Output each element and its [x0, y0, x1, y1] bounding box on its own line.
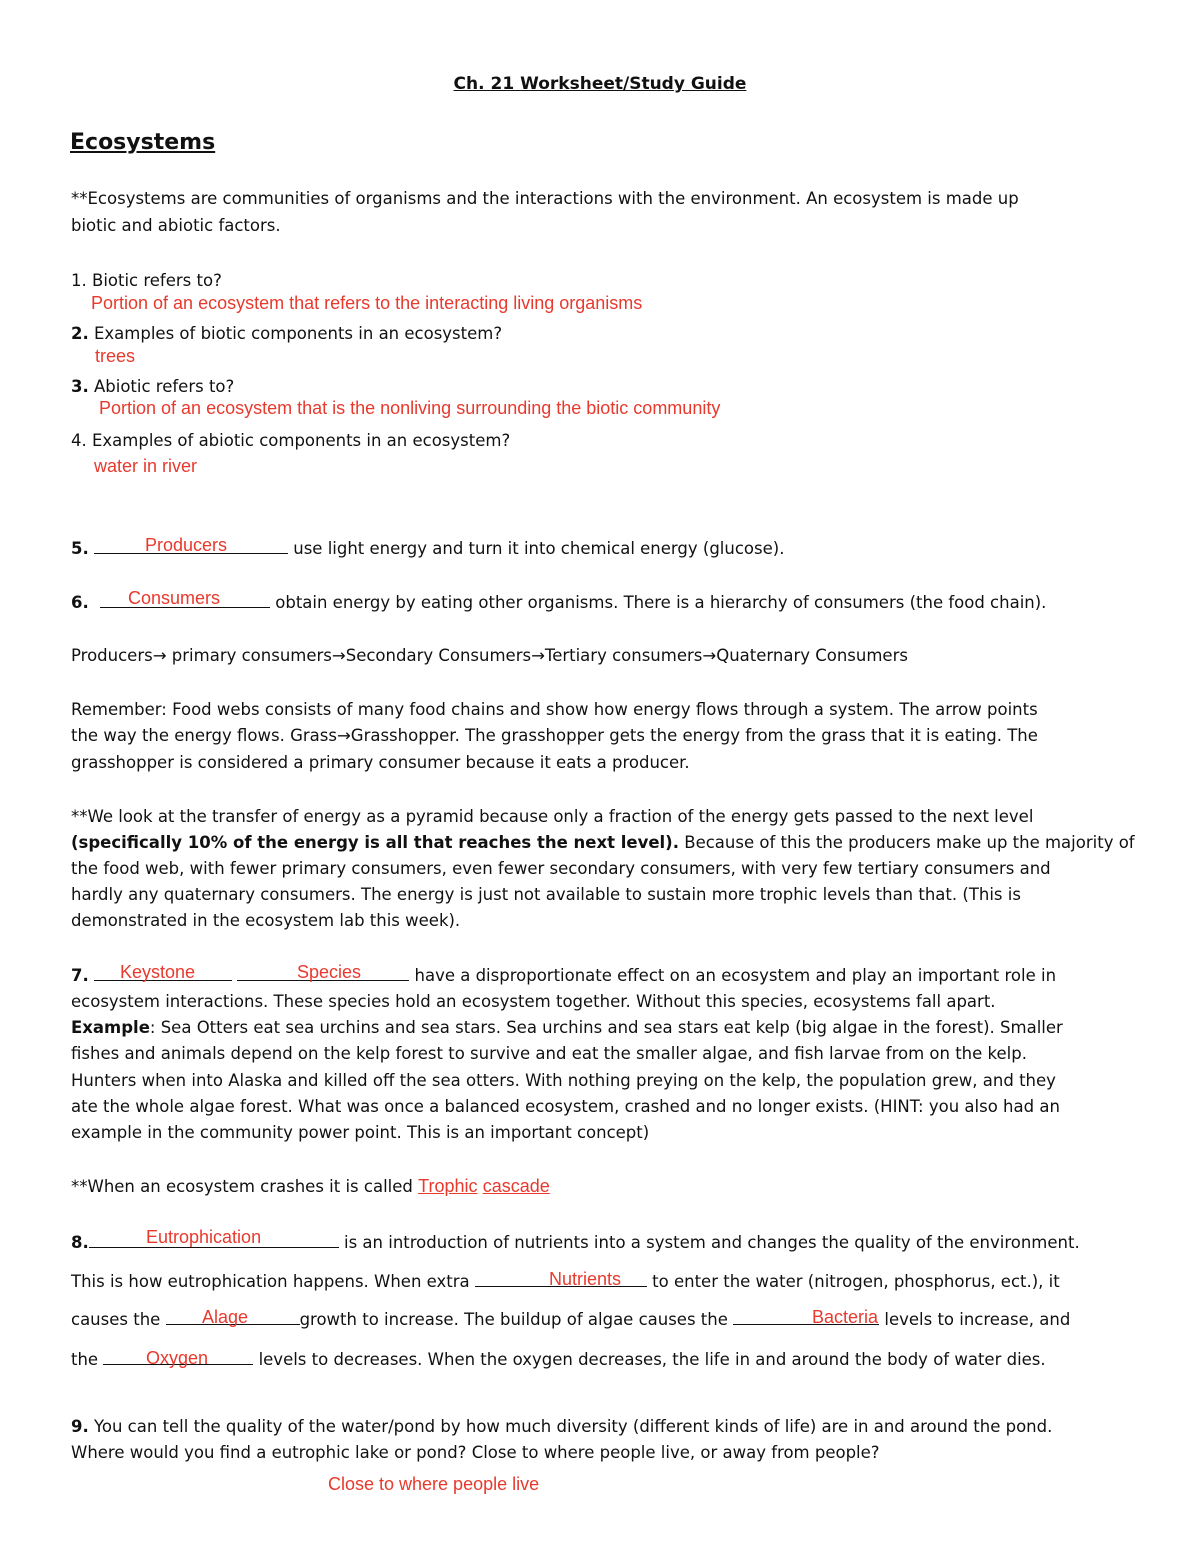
question-text: You can tell the quality of the water/pond by how much diversity (different kinds of life) are in and around the pond.	[88, 1417, 1053, 1436]
answer-cascade: cascade	[482, 1176, 550, 1196]
answer-oxygen: Oxygen	[146, 1348, 209, 1368]
q8-text: growth to increase. The buildup of algae causes the	[299, 1310, 734, 1329]
answer-algae: Alage	[202, 1307, 249, 1327]
example-label: Example	[71, 1018, 150, 1037]
arrow-icon: →	[336, 726, 351, 745]
question-text: Biotic refers to?	[86, 271, 222, 290]
question-4	[71, 428, 510, 454]
question-number: 8.	[71, 1233, 89, 1252]
arrow-icon: →	[331, 646, 346, 665]
arrow-icon: →	[702, 646, 717, 665]
question-number: 1.	[71, 271, 87, 290]
q7-text: : Sea Otters eat sea urchins and sea stars. Sea urchins and sea stars eat kelp (big algae in the forest). Smaller	[149, 1018, 1063, 1037]
question-number: 2.	[71, 324, 89, 343]
answer-1: Portion of an ecosystem that refers to the interacting living organisms	[91, 293, 643, 313]
pyramid-line-2	[71, 830, 1135, 856]
answer-9: Close to where people live	[328, 1474, 540, 1494]
answer-7b: Species	[297, 962, 362, 982]
chain-secondary: Secondary Consumers	[345, 646, 532, 665]
q8-text: causes the	[71, 1310, 166, 1329]
answer-4: water in river	[94, 456, 198, 476]
q8-text: the	[71, 1350, 104, 1369]
q7-line-4: fishes and animals depend on the kelp forest to survive and eat the smaller algae, and fish larvae from on the kelp.	[71, 1044, 1027, 1063]
question-2	[71, 321, 502, 347]
pyramid-line-3: the food web, with fewer primary consumers, even fewer secondary consumers, with very few tertiary consumers and	[71, 859, 1051, 878]
remember-line-1: Remember: Food webs consists of many food chains and show how energy flows through a system. The arrow points	[71, 700, 1038, 719]
q7-line-5: Hunters when into Alaska and killed off the sea otters. With nothing preying on the kelp, the population grew, and they	[71, 1071, 1056, 1090]
remember-text: Grasshopper. The grasshopper gets the energy from the grass that it is eating. The	[350, 726, 1038, 745]
arrow-icon: →	[531, 646, 545, 665]
answer-3: Portion of an ecosystem that is the nonliving surrounding the biotic community	[99, 398, 721, 418]
question-text: obtain energy by eating other organisms. There is a hierarchy of consumers (the food chain).	[270, 593, 1047, 612]
answer-7a: Keystone	[120, 962, 196, 982]
section-heading: Ecosystems	[70, 130, 216, 155]
q7-line-2: ecosystem interactions. These species hold an ecosystem together. Without this species, ecosystems fall apart.	[71, 992, 996, 1011]
question-text: have a disproportionate effect on an ecosystem and play an important role in	[409, 966, 1057, 985]
answer-bacteria: Bacteria	[812, 1307, 879, 1327]
chain-primary: primary consumers	[166, 646, 332, 665]
pyramid-text: Because of this the producers make up the majority of	[679, 833, 1135, 852]
crash-text: **When an ecosystem crashes it is called	[71, 1177, 419, 1196]
remember-line-2	[71, 723, 1038, 749]
question-number: 5.	[71, 539, 89, 558]
answer-8: Eutrophication	[146, 1227, 262, 1247]
arrow-icon: →	[152, 646, 167, 665]
answer-5: Producers	[145, 535, 228, 555]
intro-line-1: **Ecosystems are communities of organisms and the interactions with the environment. An ecosystem is made up	[71, 189, 1019, 208]
question-text: is an introduction of nutrients into a system and changes the quality of the environment.	[338, 1233, 1080, 1252]
crash-line	[71, 1174, 550, 1200]
q7-line-3	[71, 1015, 1063, 1041]
q9-line-2: Where would you find a eutrophic lake or pond? Close to where people live, or away from people?	[71, 1443, 880, 1462]
remember-line-3: grasshopper is considered a primary consumer because it eats a producer.	[71, 753, 690, 772]
pyramid-line-1: **We look at the transfer of energy as a pyramid because only a fraction of the energy gets passed to the next level	[71, 807, 1034, 826]
question-text: use light energy and turn it into chemical energy (glucose).	[288, 539, 785, 558]
answer-trophic: Trophic	[418, 1176, 478, 1196]
pyramid-line-5: demonstrated in the ecosystem lab this week).	[71, 911, 461, 930]
chain-producers: Producers	[71, 646, 153, 665]
q8-text: levels to increase, and	[879, 1310, 1071, 1329]
remember-text: the way the energy flows. Grass	[71, 726, 337, 745]
intro-line-2: biotic and abiotic factors.	[71, 216, 281, 235]
chain-tertiary: Tertiary consumers	[544, 646, 703, 665]
q7-line-7: example in the community power point. This is an important concept)	[71, 1123, 650, 1142]
question-7	[71, 962, 1056, 989]
pyramid-bold: (specifically 10% of the energy is all that reaches the next level).	[71, 833, 679, 852]
chain-quaternary: Quaternary Consumers	[716, 646, 908, 665]
q7-line-6: ate the whole algae forest. What was once a balanced ecosystem, crashed and no longer exists. (HINT: you also had an	[71, 1097, 1060, 1116]
question-number: 3.	[71, 377, 89, 396]
question-number: 6.	[71, 593, 89, 612]
pyramid-line-4: hardly any quaternary consumers. The energy is just not available to sustain more trophic levels than that. (This is	[71, 885, 1021, 904]
question-number: 4.	[71, 431, 87, 450]
question-text: Abiotic refers to?	[88, 377, 235, 396]
q8-line-4	[71, 1346, 1046, 1373]
question-9	[71, 1414, 1052, 1440]
question-number: 7.	[71, 966, 89, 985]
question-1	[71, 268, 222, 294]
answer-2: trees	[95, 346, 136, 366]
q8-text: This is how eutrophication happens. When extra	[71, 1272, 475, 1291]
question-text: Examples of biotic components in an ecosystem?	[88, 324, 503, 343]
q8-text: levels to decreases. When the oxygen decreases, the life in and around the body of water dies.	[253, 1350, 1046, 1369]
q8-text: to enter the water (nitrogen, phosphorus, ect.), it	[646, 1272, 1060, 1291]
answer-6: Consumers	[128, 588, 221, 608]
question-text: Examples of abiotic components in an ecosystem?	[86, 431, 511, 450]
food-chain	[71, 643, 908, 669]
question-number: 9.	[71, 1417, 89, 1436]
worksheet-title: Ch. 21 Worksheet/Study Guide	[453, 74, 747, 94]
answer-nutrients: Nutrients	[549, 1269, 622, 1289]
